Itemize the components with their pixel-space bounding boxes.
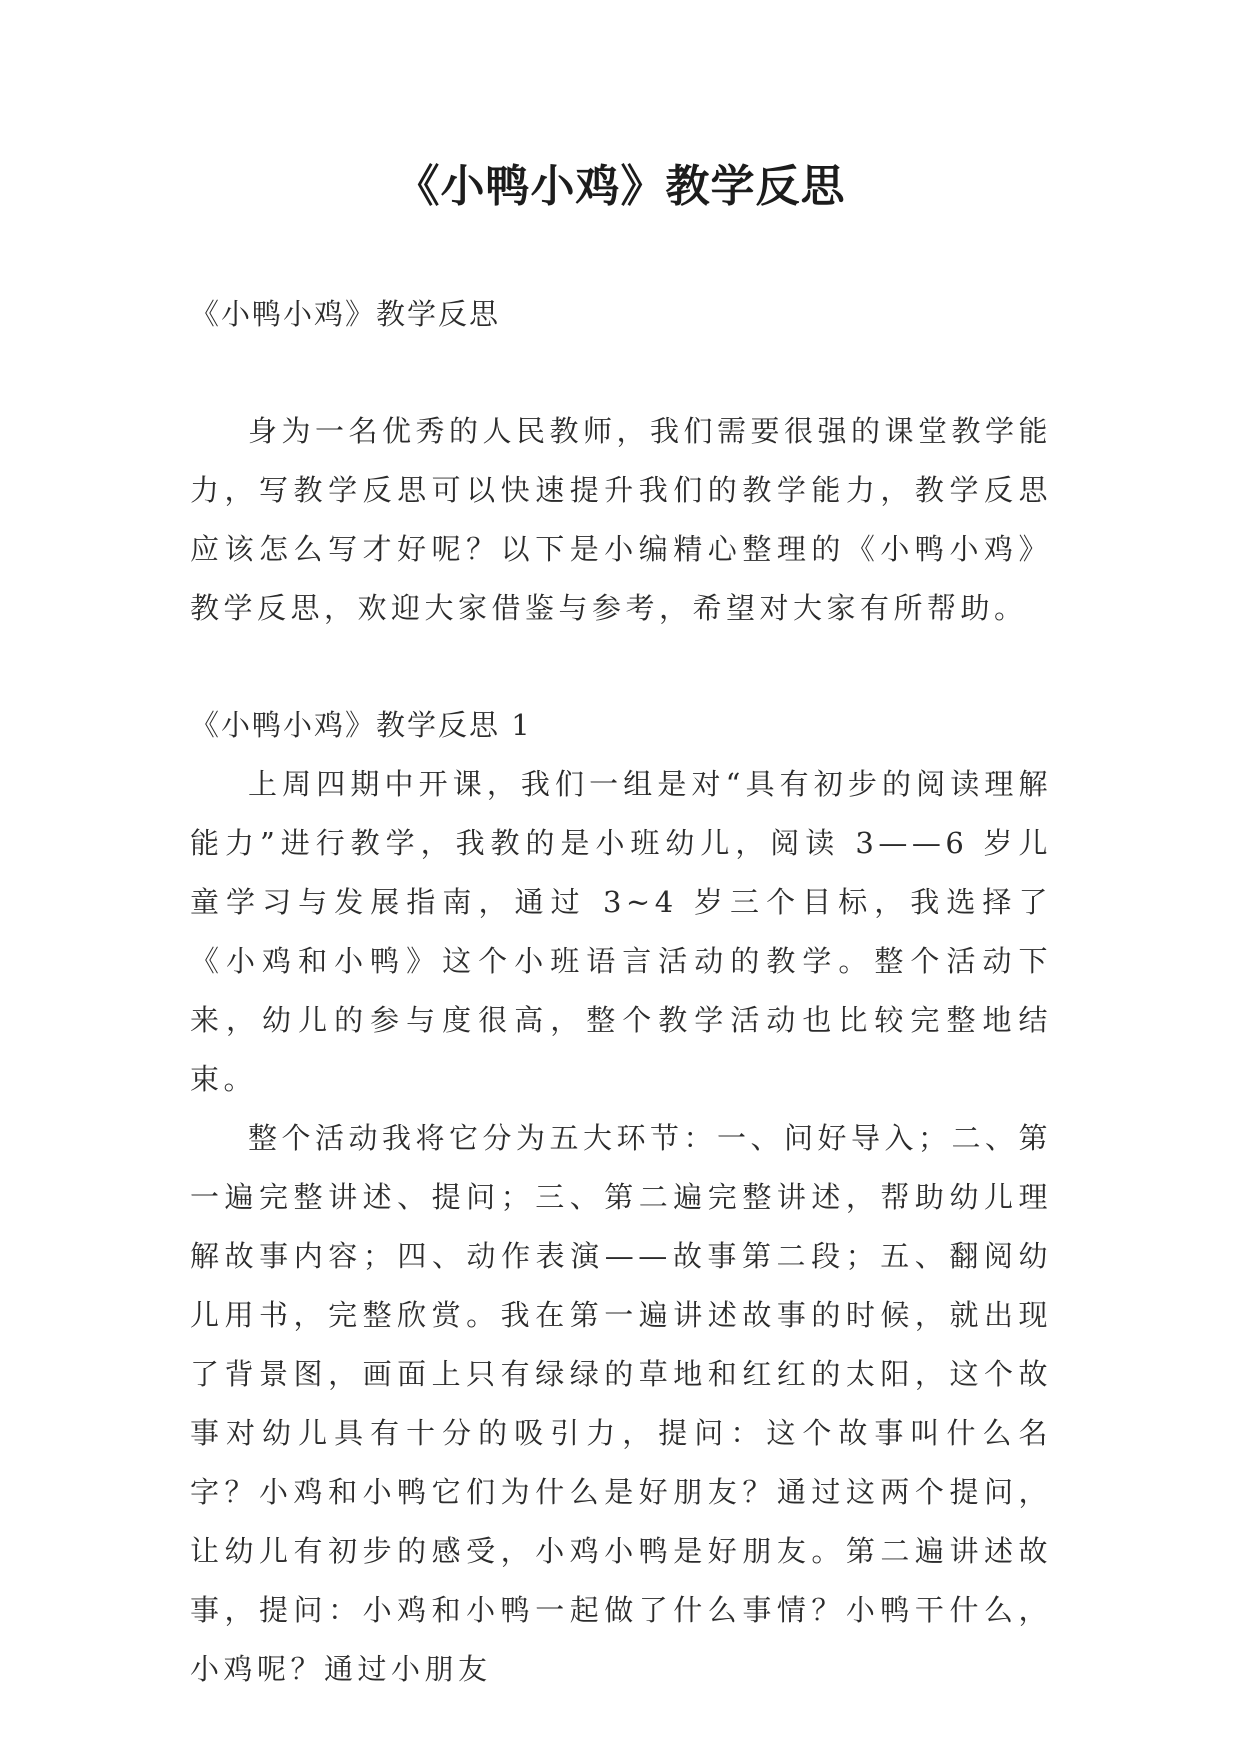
section-1 (190, 696, 1052, 1699)
section-1-paragraph: 整个活动我将它分为五大环节：一、问好导入；二、第一遍完整讲述、提问；三、第二遍完整讲述，帮助幼儿理解故事内容；四、动作表演——故事第二段；五、翻阅幼儿用书，完整欣赏。我在第一遍讲述故事的时候，就出现了背景图，画面上只有绿绿的草地和红红的太阳，这个故事对幼儿具有十分的吸引力，提问：这个故事叫什么名字？小鸡和小鸭它们为什么是好朋友？通过这两个提问，让幼儿有初步的感受，小鸡小鸭是好朋友。第二遍讲述故事，提问：小鸡和小鸭一起做了什么事情？小鸭干什么，小鸡呢？通过小朋友 (190, 1121, 1053, 1686)
document-subtitle: 《小鸭小鸡》教学反思 (190, 297, 501, 331)
document-title: 《小鸭小鸡》教学反思 (395, 161, 846, 212)
section-1-heading: 《小鸭小鸡》教学反思 1 (190, 708, 532, 742)
section-1-paragraph: 上周四期中开课，我们一组是对“具有初步的阅读理解能力”进行教学，我教的是小班幼儿，阅读 3——6 岁儿童学习与发展指南，通过 3~4 岁三个目标，我选择了《小鸡和小鸭》这个小班语言活动的教学。整个活动下来，幼儿的参与度很高，整个教学活动也比较完整地结束。 (190, 767, 1052, 1096)
intro-paragraph: 身为一名优秀的人民教师，我们需要很强的课堂教学能力，写教学反思可以快速提升我们的教学能力，教学反思应该怎么写才好呢？以下是小编精心整理的《小鸭小鸡》教学反思，欢迎大家借鉴与参考，希望对大家有所帮助。 (190, 414, 1053, 625)
